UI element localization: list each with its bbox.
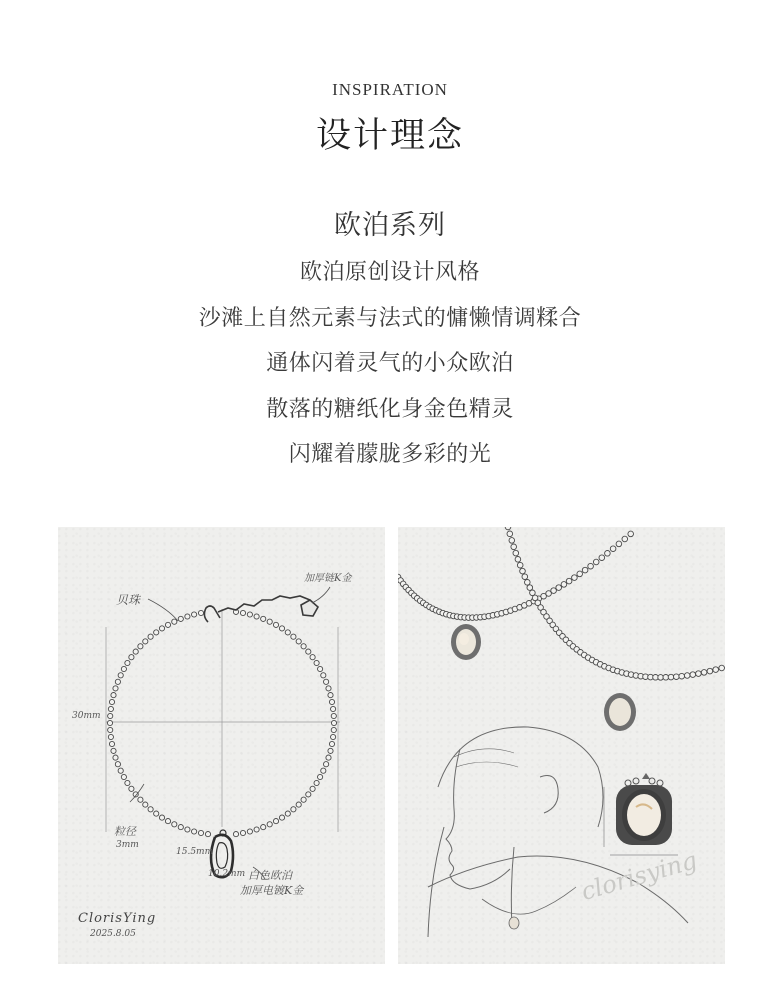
label-setting: 加厚电镀K金 bbox=[240, 884, 304, 897]
bead bbox=[254, 827, 259, 832]
watermark: clorisying bbox=[578, 846, 701, 906]
bead bbox=[701, 670, 707, 676]
description-line: 散落的糖纸化身金色精灵 bbox=[266, 396, 514, 422]
bead bbox=[261, 825, 266, 830]
bead bbox=[713, 667, 719, 673]
callout-line bbox=[312, 587, 330, 603]
bead bbox=[719, 665, 725, 671]
bead bbox=[143, 639, 148, 644]
bead bbox=[507, 531, 513, 537]
bead bbox=[306, 792, 311, 797]
bead bbox=[324, 679, 329, 684]
bead bbox=[273, 622, 278, 627]
bead bbox=[329, 741, 334, 746]
bead bbox=[285, 811, 290, 816]
bead bbox=[115, 762, 120, 767]
bead bbox=[111, 693, 116, 698]
bead bbox=[247, 612, 252, 617]
bead bbox=[148, 807, 153, 812]
bead bbox=[556, 585, 562, 591]
bead bbox=[109, 699, 114, 704]
description-line: 闪耀着朦胧多彩的光 bbox=[288, 442, 492, 467]
bead bbox=[301, 644, 306, 649]
bead bbox=[566, 578, 572, 584]
bead bbox=[154, 630, 159, 635]
bead bbox=[527, 585, 533, 591]
description-line: 欧泊原创设计风格 bbox=[299, 260, 480, 285]
label-shell-beads: 贝珠 bbox=[116, 593, 141, 607]
bead bbox=[107, 720, 112, 725]
bead bbox=[279, 626, 284, 631]
bead bbox=[577, 571, 583, 577]
bead bbox=[321, 768, 326, 773]
bead bbox=[306, 649, 311, 654]
bead bbox=[551, 588, 557, 594]
bead bbox=[310, 786, 315, 791]
signature-name: ClorisYing bbox=[78, 911, 157, 926]
bead bbox=[522, 574, 528, 580]
bead bbox=[291, 634, 296, 639]
bead bbox=[192, 829, 197, 834]
label-opal: 白色欧泊 bbox=[248, 869, 292, 882]
bead bbox=[108, 713, 113, 718]
signature-date: 2025.8.05 bbox=[90, 929, 136, 939]
bead bbox=[165, 622, 170, 627]
bead bbox=[622, 536, 628, 542]
eyebrow-label: INSPIRATION bbox=[332, 80, 448, 99]
bead bbox=[185, 827, 190, 832]
bead bbox=[198, 610, 203, 615]
bead bbox=[331, 713, 336, 718]
opal-pendant bbox=[451, 624, 481, 660]
bead bbox=[118, 768, 123, 773]
label-pendant-width: 10.2mm bbox=[208, 869, 246, 879]
bead bbox=[109, 741, 114, 746]
bead bbox=[668, 674, 674, 680]
bead bbox=[321, 673, 326, 678]
bead bbox=[561, 582, 567, 588]
label-bead-size: 3mm bbox=[116, 840, 139, 850]
bead bbox=[118, 673, 123, 678]
bead bbox=[572, 575, 578, 581]
bead bbox=[331, 727, 336, 732]
bead bbox=[310, 655, 315, 660]
bead bbox=[296, 802, 301, 807]
bead bbox=[285, 630, 290, 635]
callout-line bbox=[148, 599, 178, 621]
necklace-spec-sketch bbox=[58, 527, 385, 964]
pendant-detail bbox=[604, 773, 678, 855]
bead bbox=[684, 673, 690, 679]
bead bbox=[240, 830, 245, 835]
bead bbox=[267, 822, 272, 827]
bead bbox=[129, 786, 134, 791]
bead bbox=[329, 699, 334, 704]
bead bbox=[178, 616, 183, 621]
bead bbox=[318, 666, 323, 671]
bead bbox=[108, 734, 113, 739]
bead bbox=[267, 619, 272, 624]
bead bbox=[605, 551, 611, 557]
description-lines bbox=[0, 254, 780, 482]
bead bbox=[205, 832, 210, 837]
worn-drawing bbox=[398, 527, 725, 964]
bead bbox=[525, 580, 531, 586]
bead bbox=[296, 639, 301, 644]
bead bbox=[314, 780, 319, 785]
bead bbox=[628, 531, 634, 537]
bead bbox=[328, 748, 333, 753]
bead bbox=[159, 626, 164, 631]
bead bbox=[172, 822, 177, 827]
bead bbox=[192, 612, 197, 617]
bead bbox=[505, 527, 511, 530]
bead bbox=[513, 550, 519, 556]
label-pendant-height: 15.5mm bbox=[176, 847, 214, 857]
bead bbox=[111, 748, 116, 753]
series-title: 欧泊系列 bbox=[334, 210, 446, 241]
bead bbox=[178, 825, 183, 830]
bead bbox=[138, 644, 143, 649]
bead bbox=[148, 634, 153, 639]
bead bbox=[517, 562, 523, 568]
bead bbox=[610, 546, 616, 552]
bead bbox=[674, 674, 680, 680]
bead bbox=[154, 811, 159, 816]
necklace-worn-sketch bbox=[398, 527, 725, 964]
label-bead-size-title: 粒径 bbox=[114, 825, 136, 838]
bead bbox=[261, 616, 266, 621]
bead bbox=[125, 660, 130, 665]
bead bbox=[326, 755, 331, 760]
bead bbox=[113, 755, 118, 760]
bead bbox=[115, 679, 120, 684]
description-line: 通体闪着灵气的小众欧泊 bbox=[266, 351, 514, 376]
bead bbox=[233, 832, 238, 837]
bead bbox=[331, 720, 336, 725]
bead bbox=[113, 686, 118, 691]
bead bbox=[324, 762, 329, 767]
bead bbox=[314, 660, 319, 665]
bead bbox=[707, 668, 713, 674]
bead bbox=[331, 734, 336, 739]
bead bbox=[165, 819, 170, 824]
bead bbox=[696, 671, 702, 677]
bead bbox=[198, 830, 203, 835]
bead bbox=[328, 693, 333, 698]
bead bbox=[125, 780, 130, 785]
bead bbox=[108, 706, 113, 711]
bead bbox=[291, 807, 296, 812]
bead bbox=[326, 686, 331, 691]
bead bbox=[133, 649, 138, 654]
bead bbox=[690, 672, 696, 678]
bead bbox=[159, 815, 164, 820]
bead bbox=[509, 538, 515, 544]
bead bbox=[616, 541, 622, 547]
bead bbox=[247, 829, 252, 834]
bead bbox=[121, 774, 126, 779]
neck-chain bbox=[482, 887, 576, 929]
bead bbox=[185, 614, 190, 619]
bead bbox=[121, 666, 126, 671]
bead bbox=[240, 610, 245, 615]
bead bbox=[318, 774, 323, 779]
page-title: 设计理念 bbox=[315, 116, 464, 156]
bead bbox=[599, 555, 605, 561]
bead bbox=[588, 563, 594, 569]
bead bbox=[679, 673, 685, 679]
bead bbox=[511, 544, 517, 550]
bead bbox=[143, 802, 148, 807]
bead bbox=[254, 614, 259, 619]
bead bbox=[582, 567, 588, 573]
bead bbox=[593, 559, 599, 565]
opal-pendant bbox=[604, 693, 636, 731]
description-line: 沙滩上自然元素与法式的慵懒情调糅合 bbox=[198, 305, 582, 331]
bead bbox=[172, 619, 177, 624]
bead bbox=[331, 706, 336, 711]
bead-chain bbox=[398, 527, 725, 680]
bead bbox=[108, 727, 113, 732]
label-length: 30mm bbox=[72, 711, 101, 721]
bead bbox=[515, 557, 521, 563]
bead bbox=[520, 568, 526, 574]
bead bbox=[273, 819, 278, 824]
bead bbox=[301, 797, 306, 802]
bead bbox=[138, 797, 143, 802]
label-extender: 加厚链K金 bbox=[304, 573, 352, 584]
bead bbox=[279, 815, 284, 820]
bead bbox=[129, 655, 134, 660]
spec-drawing bbox=[58, 527, 385, 964]
